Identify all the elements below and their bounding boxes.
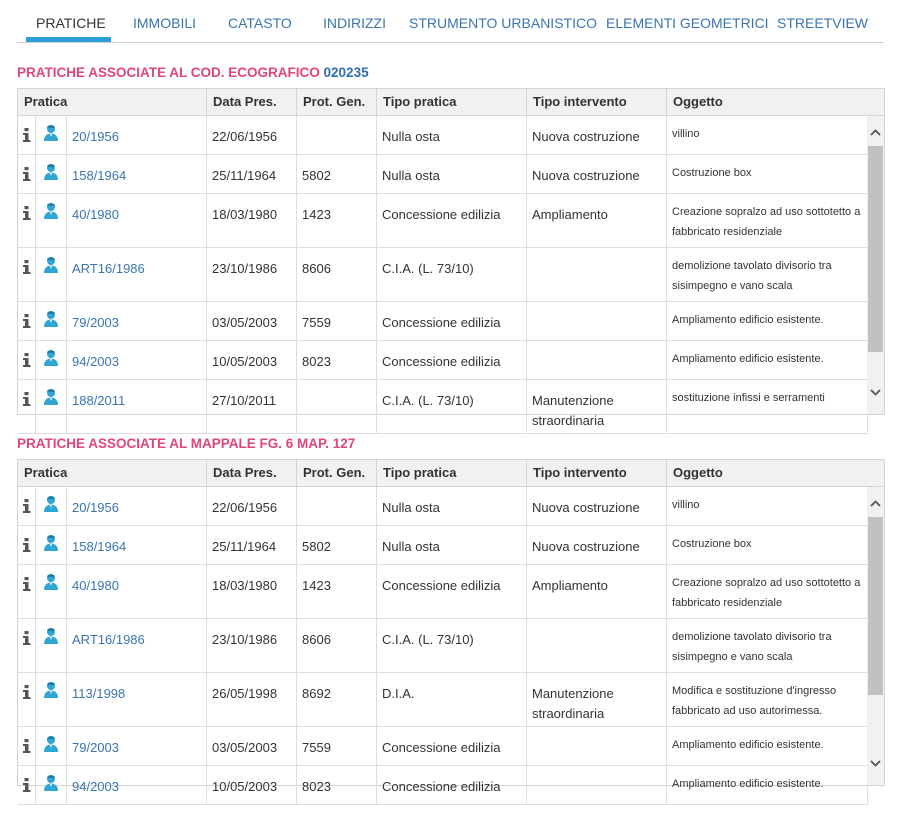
cell-tipo: C.I.A. (L. 73/10) bbox=[377, 619, 527, 672]
column-header-prot[interactable]: Prot. Gen. bbox=[297, 89, 377, 115]
cell-intervento bbox=[527, 619, 667, 672]
tab-catasto[interactable]: CATASTO bbox=[228, 15, 292, 31]
cell-prot bbox=[297, 380, 377, 433]
scroll-thumb[interactable] bbox=[868, 517, 883, 695]
cell-tipo: C.I.A. (L. 73/10) bbox=[377, 248, 527, 301]
info-icon[interactable] bbox=[18, 673, 36, 726]
vertical-scrollbar[interactable] bbox=[867, 116, 884, 414]
info-icon[interactable] bbox=[18, 727, 36, 765]
cell-intervento: Ampliamento bbox=[527, 565, 667, 618]
cell-intervento bbox=[527, 766, 667, 804]
column-header-oggetto[interactable]: Oggetto bbox=[673, 465, 723, 480]
table-row[interactable] bbox=[18, 766, 868, 805]
column-header-tipo[interactable]: Tipo pratica bbox=[377, 89, 527, 115]
table-row[interactable] bbox=[18, 155, 868, 194]
info-icon[interactable] bbox=[18, 380, 36, 433]
cell-tipo: Nulla osta bbox=[377, 526, 527, 564]
column-header-intervento[interactable]: Tipo intervento bbox=[527, 89, 667, 115]
pratica-link[interactable]: 158/1964 bbox=[67, 526, 207, 564]
pratica-link[interactable]: 40/1980 bbox=[67, 565, 207, 618]
cell-data: 23/10/1986 bbox=[207, 619, 297, 672]
cell-prot: 8023 bbox=[297, 766, 377, 804]
cell-data: 25/11/1964 bbox=[207, 526, 297, 564]
cell-data: 10/05/2003 bbox=[207, 341, 297, 379]
pratica-link[interactable]: 113/1998 bbox=[67, 673, 207, 726]
chevron-up-icon[interactable] bbox=[867, 495, 884, 512]
cell-oggetto: villino bbox=[667, 116, 868, 154]
pratica-link[interactable]: 94/2003 bbox=[67, 766, 207, 804]
cell-tipo: Concessione edilizia bbox=[377, 341, 527, 379]
pratica-link[interactable]: 20/1956 bbox=[67, 487, 207, 525]
cell-intervento: Nuova costruzione bbox=[527, 116, 667, 154]
info-icon[interactable] bbox=[18, 194, 36, 247]
table-row[interactable] bbox=[18, 487, 868, 526]
info-icon[interactable] bbox=[18, 565, 36, 618]
user-icon[interactable] bbox=[36, 727, 67, 765]
pratica-link[interactable]: 79/2003 bbox=[67, 727, 207, 765]
user-icon[interactable] bbox=[36, 248, 67, 301]
cell-prot bbox=[297, 116, 377, 154]
grid-header bbox=[18, 89, 884, 116]
user-icon[interactable] bbox=[36, 673, 67, 726]
user-icon[interactable] bbox=[36, 302, 67, 340]
cell-tipo: Nulla osta bbox=[377, 116, 527, 154]
pratica-link[interactable]: 79/2003 bbox=[67, 302, 207, 340]
column-header-pratica[interactable]: Pratica bbox=[18, 460, 207, 486]
cell-oggetto: Costruzione box bbox=[667, 155, 868, 193]
pratica-link[interactable]: 158/1964 bbox=[67, 155, 207, 193]
tab-immobili[interactable]: IMMOBILI bbox=[133, 15, 197, 31]
user-icon[interactable] bbox=[36, 116, 67, 154]
section-title-mappale bbox=[17, 436, 355, 451]
info-icon[interactable] bbox=[18, 526, 36, 564]
tab-bar bbox=[17, 0, 884, 43]
cell-prot: 7559 bbox=[297, 302, 377, 340]
cell-prot: 7559 bbox=[297, 727, 377, 765]
cell-tipo: Concessione edilizia bbox=[377, 766, 527, 804]
user-icon[interactable] bbox=[36, 487, 67, 525]
table-row[interactable] bbox=[18, 380, 868, 434]
grid-header bbox=[18, 460, 884, 487]
cell-intervento bbox=[527, 341, 667, 379]
table-row[interactable] bbox=[18, 565, 868, 619]
tab-indirizzi[interactable]: INDIRIZZI bbox=[323, 15, 386, 31]
cell-tipo: Nulla osta bbox=[377, 487, 527, 525]
cell-data: 10/05/2003 bbox=[207, 766, 297, 804]
chevron-down-icon[interactable] bbox=[867, 384, 884, 401]
info-icon[interactable] bbox=[18, 155, 36, 193]
cell-oggetto: Costruzione box bbox=[667, 526, 868, 564]
cell-data: 18/03/1980 bbox=[207, 194, 297, 247]
cell-intervento: Ampliamento bbox=[527, 194, 667, 247]
scroll-thumb[interactable] bbox=[868, 146, 883, 352]
table-row[interactable] bbox=[18, 116, 868, 155]
user-icon[interactable] bbox=[36, 565, 67, 618]
section-title-text: PRATICHE ASSOCIATE AL MAPPALE FG. 6 MAP. 127 bbox=[17, 436, 356, 451]
info-icon[interactable] bbox=[18, 766, 36, 804]
cell-prot: 8692 bbox=[297, 673, 377, 726]
user-icon[interactable] bbox=[36, 619, 67, 672]
cell-data: 22/06/1956 bbox=[207, 487, 297, 525]
pratica-link[interactable]: ART16/1986 bbox=[67, 619, 207, 672]
table-row[interactable] bbox=[18, 194, 868, 248]
info-icon[interactable] bbox=[18, 487, 36, 525]
cell-oggetto: Modifica e sostituzione d'ingresso fabbricato ad uso autorimessa. bbox=[667, 673, 868, 726]
cell-data: 03/05/2003 bbox=[207, 302, 297, 340]
column-header-data[interactable]: Data Pres. bbox=[207, 460, 297, 486]
info-icon[interactable] bbox=[18, 248, 36, 301]
pratica-link[interactable]: 20/1956 bbox=[67, 116, 207, 154]
cell-data: 25/11/1964 bbox=[207, 155, 297, 193]
table-row[interactable] bbox=[18, 727, 868, 766]
cell-tipo: C.I.A. (L. 73/10) bbox=[377, 380, 527, 433]
cell-tipo: Concessione edilizia bbox=[377, 194, 527, 247]
cell-oggetto: Ampliamento edificio esistente. bbox=[667, 727, 868, 765]
active-tab-indicator bbox=[26, 37, 111, 42]
table-row[interactable] bbox=[18, 341, 868, 380]
cell-oggetto: sostituzione infissi e serramenti bbox=[667, 380, 868, 433]
tab-elementi-geometrici[interactable]: ELEMENTI GEOMETRICI bbox=[606, 15, 769, 31]
cell-data: 27/10/2011 bbox=[207, 380, 297, 433]
grid-body bbox=[18, 116, 884, 428]
pratiche-grid-mappale bbox=[17, 459, 885, 794]
cell-data: 18/03/1980 bbox=[207, 565, 297, 618]
tab-pratiche[interactable]: PRATICHE bbox=[36, 15, 106, 31]
cell-intervento: Manutenzione straordinaria bbox=[527, 673, 667, 726]
pratica-link[interactable]: 40/1980 bbox=[67, 194, 207, 247]
cell-prot: 8606 bbox=[297, 619, 377, 672]
table-row[interactable] bbox=[18, 248, 868, 302]
cell-oggetto: Creazione sopralzo ad uso sottotetto a fabbricato residenziale bbox=[667, 565, 868, 618]
info-icon[interactable] bbox=[18, 619, 36, 672]
cell-prot bbox=[297, 487, 377, 525]
info-icon[interactable] bbox=[18, 341, 36, 379]
cell-oggetto: Ampliamento edificio esistente. bbox=[667, 302, 868, 340]
column-header-oggetto[interactable]: Oggetto bbox=[673, 94, 723, 109]
cell-data: 03/05/2003 bbox=[207, 727, 297, 765]
cell-intervento bbox=[527, 248, 667, 301]
cell-prot: 8023 bbox=[297, 341, 377, 379]
table-row[interactable] bbox=[18, 619, 868, 673]
cell-prot: 1423 bbox=[297, 194, 377, 247]
column-header-intervento[interactable]: Tipo intervento bbox=[527, 460, 667, 486]
table-row[interactable] bbox=[18, 526, 868, 565]
cell-data: 26/05/1998 bbox=[207, 673, 297, 726]
cell-intervento: Manutenzione straordinaria bbox=[527, 380, 667, 433]
pratiche-grid-ecografico bbox=[17, 88, 885, 428]
cell-intervento: Nuova costruzione bbox=[527, 526, 667, 564]
user-icon[interactable] bbox=[36, 341, 67, 379]
cell-intervento bbox=[527, 302, 667, 340]
cell-intervento bbox=[527, 727, 667, 765]
cell-tipo: Concessione edilizia bbox=[377, 565, 527, 618]
cell-intervento: Nuova costruzione bbox=[527, 487, 667, 525]
cell-prot: 8606 bbox=[297, 248, 377, 301]
tab-strumento-urbanistico[interactable]: STRUMENTO URBANISTICO bbox=[409, 15, 597, 31]
column-header-tipo[interactable]: Tipo pratica bbox=[377, 460, 527, 486]
cell-tipo: D.I.A. bbox=[377, 673, 527, 726]
cell-tipo: Concessione edilizia bbox=[377, 727, 527, 765]
pratica-link[interactable]: 188/2011 bbox=[67, 380, 207, 433]
column-header-pratica[interactable]: Pratica bbox=[18, 89, 207, 115]
section-title-text: PRATICHE ASSOCIATE AL COD. ECOGRAFICO bbox=[17, 65, 320, 80]
user-icon[interactable] bbox=[36, 194, 67, 247]
grid-body bbox=[18, 487, 884, 794]
table-row[interactable] bbox=[18, 673, 868, 727]
cell-prot: 5802 bbox=[297, 155, 377, 193]
cell-oggetto: demolizione tavolato divisorio tra sisimpegno e vano scala bbox=[667, 248, 868, 301]
chevron-down-icon[interactable] bbox=[867, 755, 884, 772]
info-icon[interactable] bbox=[18, 116, 36, 154]
user-icon[interactable] bbox=[36, 526, 67, 564]
info-icon[interactable] bbox=[18, 302, 36, 340]
ecografico-code: 020235 bbox=[323, 65, 369, 80]
cell-tipo: Concessione edilizia bbox=[377, 302, 527, 340]
section-title-ecografico bbox=[17, 65, 369, 80]
column-header-data[interactable]: Data Pres. bbox=[207, 89, 297, 115]
cell-tipo: Nulla osta bbox=[377, 155, 527, 193]
cell-prot: 5802 bbox=[297, 526, 377, 564]
table-row[interactable] bbox=[18, 302, 868, 341]
cell-oggetto: Creazione sopralzo ad uso sottotetto a fabbricato residenziale bbox=[667, 194, 868, 247]
pratica-link[interactable]: ART16/1986 bbox=[67, 248, 207, 301]
cell-data: 23/10/1986 bbox=[207, 248, 297, 301]
cell-oggetto: villino bbox=[667, 487, 868, 525]
cell-oggetto: Ampliamento edificio esistente. bbox=[667, 766, 868, 804]
pratica-link[interactable]: 94/2003 bbox=[67, 341, 207, 379]
column-header-prot[interactable]: Prot. Gen. bbox=[297, 460, 377, 486]
vertical-scrollbar[interactable] bbox=[867, 487, 884, 785]
cell-data: 22/06/1956 bbox=[207, 116, 297, 154]
user-icon[interactable] bbox=[36, 766, 67, 804]
cell-intervento: Nuova costruzione bbox=[527, 155, 667, 193]
user-icon[interactable] bbox=[36, 155, 67, 193]
cell-oggetto: demolizione tavolato divisorio tra sisimpegno e vano scala bbox=[667, 619, 868, 672]
user-icon[interactable] bbox=[36, 380, 67, 433]
tab-streetview[interactable]: STREETVIEW bbox=[777, 15, 869, 31]
cell-prot: 1423 bbox=[297, 565, 377, 618]
cell-oggetto: Ampliamento edificio esistente. bbox=[667, 341, 868, 379]
chevron-up-icon[interactable] bbox=[867, 124, 884, 141]
